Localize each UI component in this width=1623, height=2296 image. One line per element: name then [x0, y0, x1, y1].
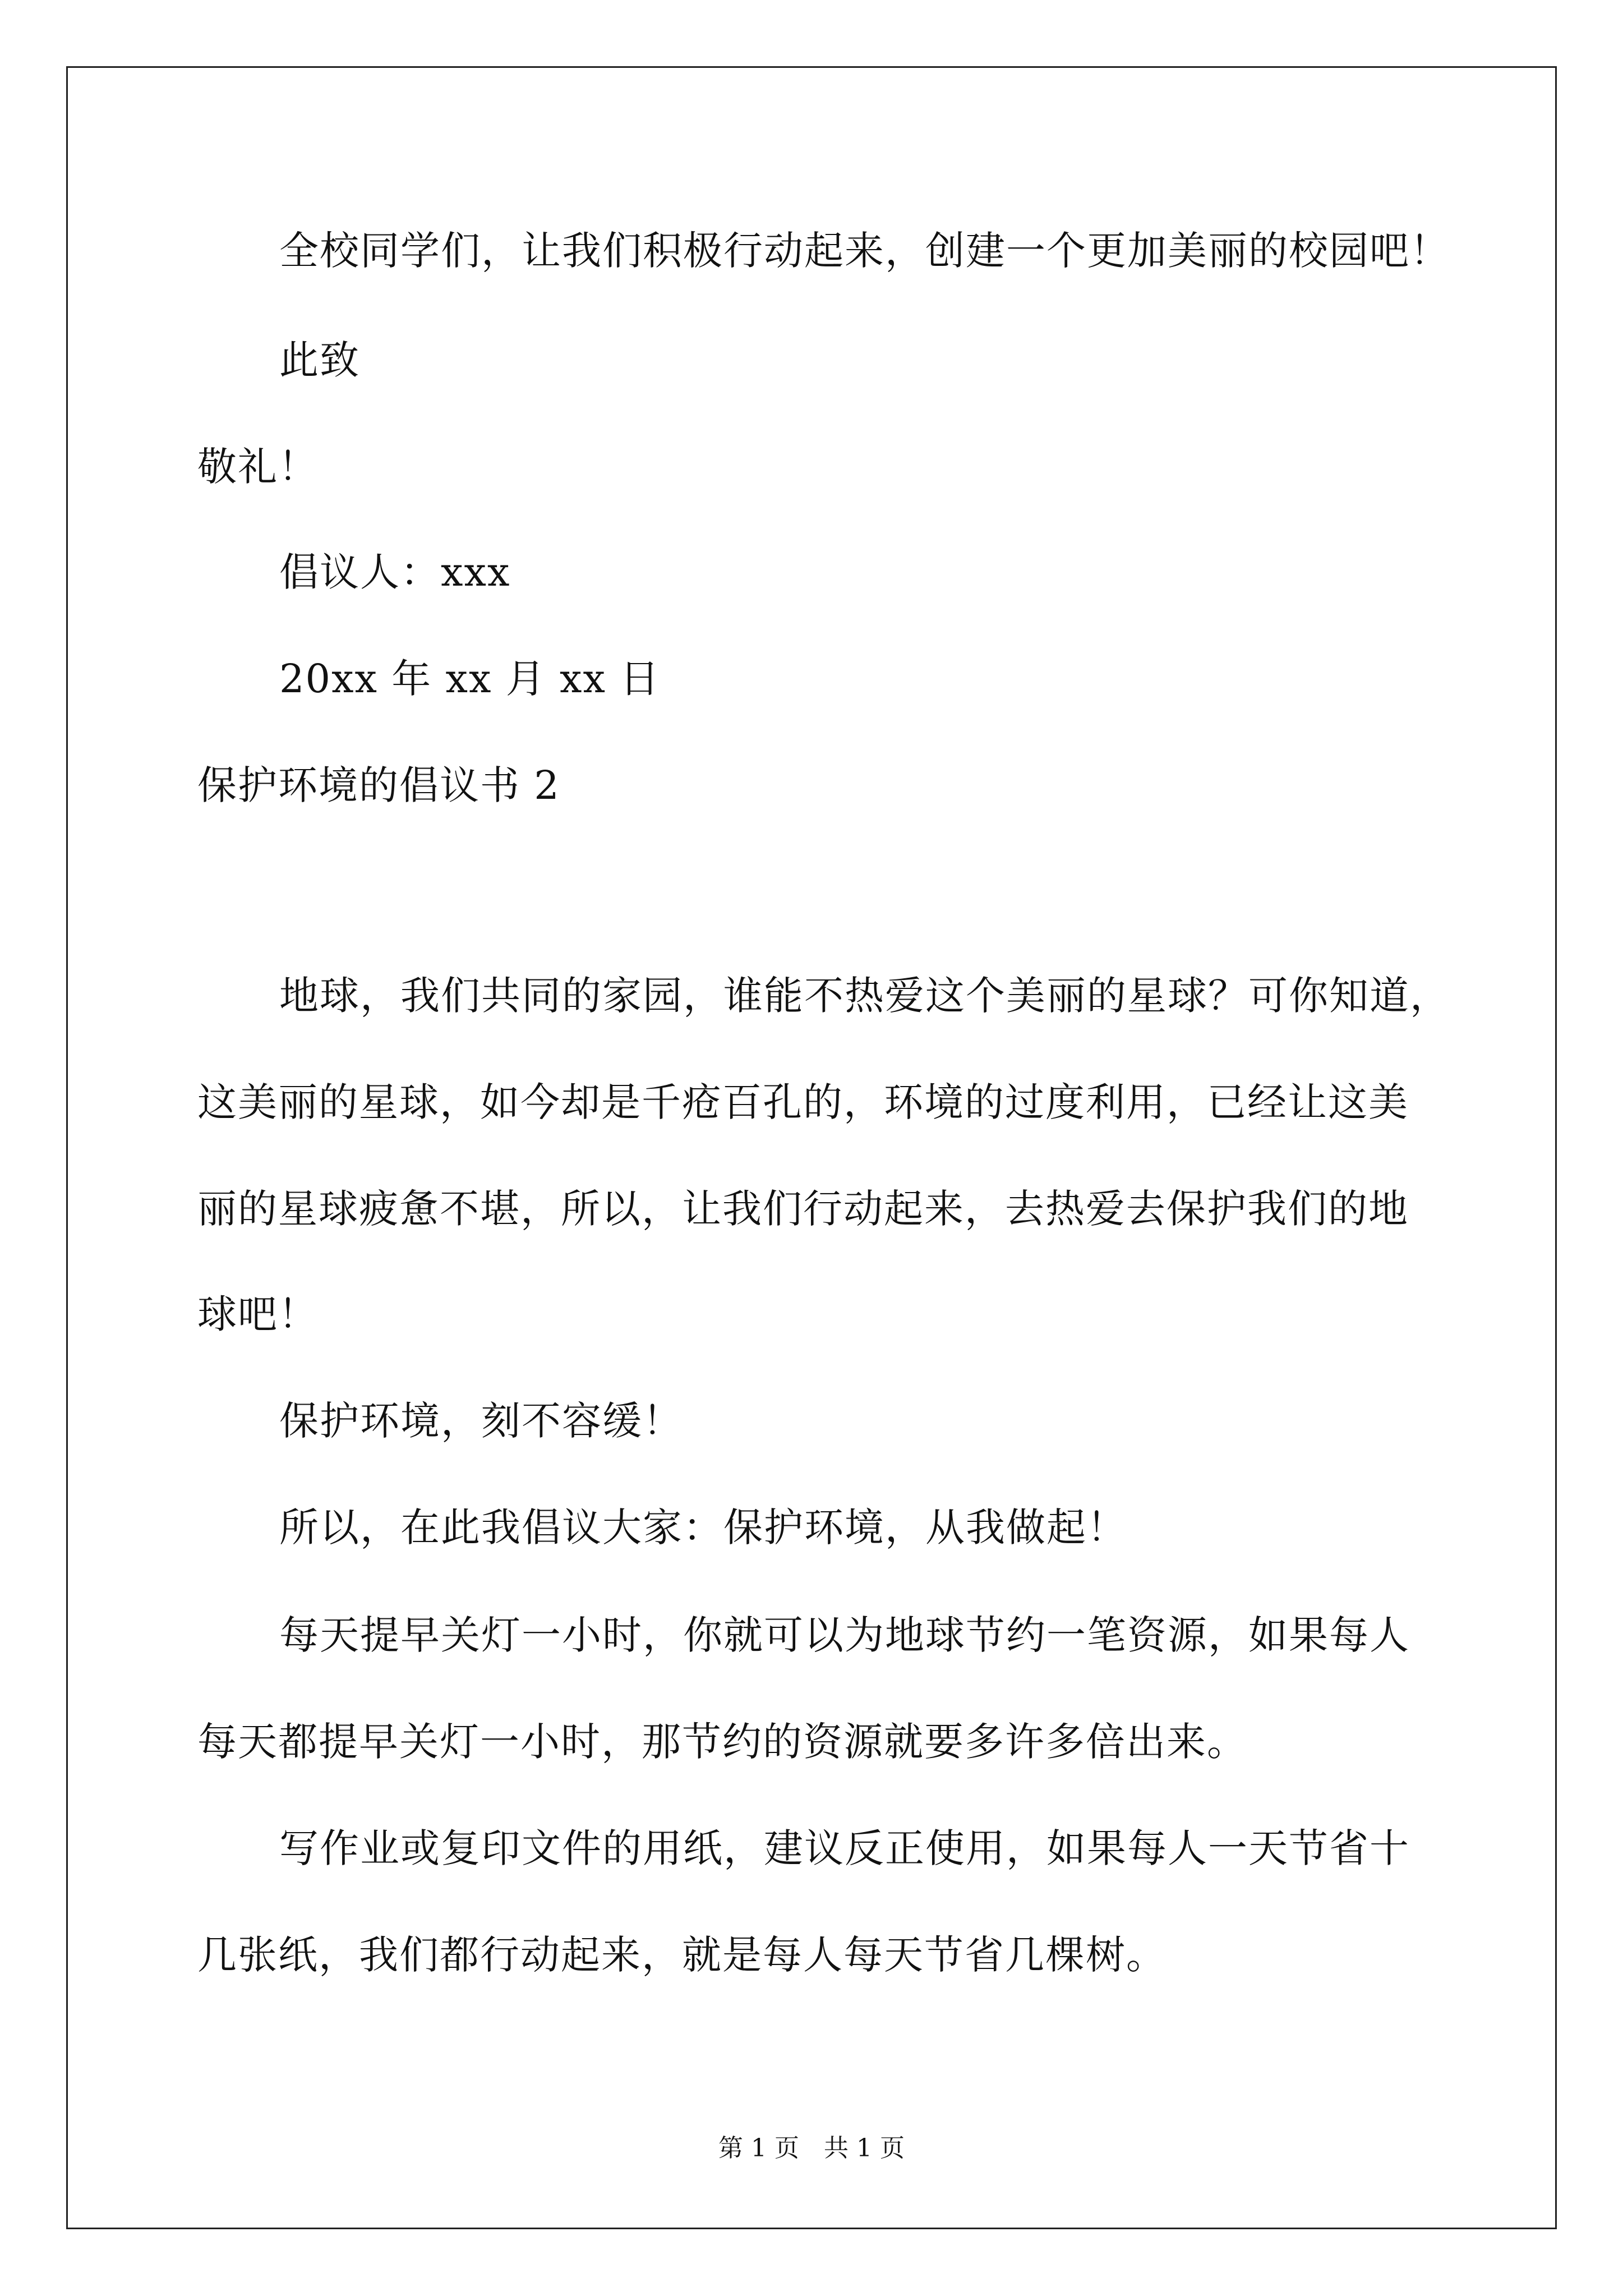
page-number-footer: 第 1 页 共 1 页	[718, 2134, 905, 2162]
paragraph-line: 每天都提早关灯一小时，那节约的资源就要多许多倍出来。	[197, 1719, 1247, 1765]
paragraph-line: 每天提早关灯一小时，你就可以为地球节约一笔资源，如果每人	[279, 1612, 1410, 1658]
paragraph-line: 这美丽的星球，如今却是千疮百孔的，环境的过度利用，已经让这美	[197, 1079, 1409, 1125]
paragraph-line: 地球，我们共同的家园，谁能不热爱这个美丽的星球？可你知道，	[279, 973, 1450, 1019]
paragraph-line: 保护环境，刻不容缓！	[279, 1398, 683, 1444]
section-title: 保护环境的倡议书 2	[197, 762, 560, 808]
date-line: 20xx 年 xx 月 xx 日	[279, 656, 661, 702]
paragraph-line: 丽的星球疲惫不堪，所以，让我们行动起来，去热爱去保护我们的地	[197, 1186, 1409, 1232]
paragraph-line: 球吧！	[197, 1291, 319, 1337]
paragraph-line: 几张纸，我们都行动起来，就是每人每天节省几棵树。	[197, 1932, 1166, 1978]
salutation-jingli: 敬礼！	[197, 444, 319, 490]
salutation-cizhi: 此致	[279, 337, 360, 383]
page-border	[66, 66, 1557, 2229]
closing-appeal: 全校同学们，让我们积极行动起来，创建一个更加美丽的校园吧！	[279, 228, 1450, 274]
paragraph-line: 写作业或复印文件的用纸，建议反正使用，如果每人一天节省十	[279, 1825, 1410, 1871]
proposer-line: 倡议人：xxx	[279, 549, 511, 595]
paragraph-line: 所以，在此我倡议大家：保护环境，从我做起！	[279, 1504, 1127, 1550]
